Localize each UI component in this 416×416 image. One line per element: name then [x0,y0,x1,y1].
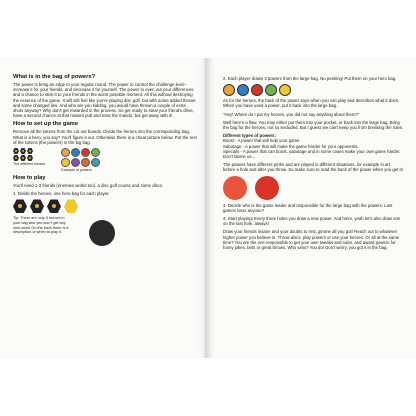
step-4: 4. Start playing! Every three holes you draw a new power. And hmm, yeah let's also draw one on the last hole, always! [223,216,401,227]
how-to-play-paragraph: You'll need 1-3 friends (enemies works too), a disc golf course and some discs. [13,183,164,189]
power-token-icon [81,148,90,157]
power-token-icon [71,148,80,157]
power-front-icon [223,176,247,200]
power-token-icon [71,158,80,167]
power-token-icon [81,158,90,167]
power-token-icon [251,84,263,96]
powers-figure [61,148,105,172]
hero-bag-back-icon [89,220,115,246]
tip-text: Tip: There are only 3 heroes in your bag and you won't get any new ones! On the back there is a description of when to play it. [13,216,69,235]
hero-bag-icon [47,199,61,213]
power-type-boost: Boost - A power that will help your game. [223,138,301,144]
power-type-specials: Specials - A power that can boost, sabotage and in some cases make your own game harder. Don't blame us... [223,148,401,160]
setup-images [13,148,197,172]
drawn-powers [223,84,404,96]
hero-bag-icon [30,199,44,213]
booklet [0,58,416,358]
left-page [0,58,207,358]
power-token-icon [61,158,70,167]
heroes-figure [13,148,45,166]
power-token-icon [223,84,235,96]
step-3: 3. Decide who is the game leader and responsible for the large bag with the powers. Last games loser anyone? [223,202,393,213]
tip-section [13,216,197,246]
hero-token-icon [13,155,19,161]
closing-paragraph: Draw your friends insane and your doubts to rest, gimme all you got! Reach out to whatever higher power you believe in. Throw discs, play powers or use your heroes. Or all at the same time? You are the one responsible to get your own tweaks and rules, and award powers for funny jokes, bets or great throws. Who wins? You do! Don't worry, you got it in the bag. [223,229,400,251]
hero-token-icon [27,148,33,154]
heading-how-to-play: How to play [13,175,46,182]
power-token-icon [91,158,100,167]
hero-token-icon [20,148,26,154]
power-types [223,133,404,159]
heroes-paragraph: As for the heroes, the back of the power says when you can play and describes what it does. When you have used a power, put it back into the large bag. [223,98,400,109]
power-token-icon [91,148,100,157]
step-2: 2. Each player draws 3 powers from the large bag. No peeking! Put them on your hero bag. [223,76,397,81]
quote-paragraph: "Hey! Where do I put my heroes, you did not say anything about them?" [223,111,360,117]
hero-hexes [13,148,35,161]
step-1: 1. Divide the heroes, one hero bag for each player. [13,191,110,197]
power-type-sabotage: Sabotage - A power that will make the game harder for your opponents. [223,143,359,149]
power-token-icon [265,84,277,96]
heading-setup: How to set up the game [13,121,79,128]
power-tokens [61,148,105,167]
perks-paragraph: The powers have different perks and are played in different situations, for example in art, before a hole and after you throw. So make sure to read the back of the power when you get it! [223,162,403,173]
power-token-icon [237,84,249,96]
flaw-paragraph: Well here's a flaw. You may either put them into your pocket, or back into the large bag. Bring the bag for the heroes, not so secluded. But I guess we can't keep you from breaking the rules. [223,119,404,131]
intro-paragraph: The power is bring an edge to your regular round. The power to control the challenge level - increase it for your friends, and decrease it for yourself. The power to even out your differences and a chance to stick it to your friends in the worst possible moment. All this without destroying the essence of the game. It will still feel like you're playing disc golf, but with some added throws and some changed lies. And who are you kidding, you would have thrown a couple of extra shots anyway? Why don't get rewarded in the process. So get ready to steal your friend's drive, have a second chance at that missed putt and miss the mando, but get away with it! [13,82,196,119]
power-token-icon [279,84,291,96]
hero-bag-images [13,199,197,213]
power-card-images [223,176,404,200]
hero-bag-yellow-icon [64,199,78,213]
powers-caption: Example of powers [61,168,92,173]
heroes-caption: The different heroes [13,162,46,167]
setup-paragraph: Remove all the tokens from the cut out boards. Divide the heroes into the corresponding bag. What is a hero, you say? You'll figure it out. Otherwise there is a cheat picture below. Put the rest of the tokens (the powers) in the big bag. [13,129,197,145]
power-types-heading: Different types of powers: [223,133,277,139]
hero-token-icon [20,155,26,161]
heading-bag-of-powers: What is in the bag of powers? [13,74,96,80]
right-content [223,76,404,253]
power-token-icon [61,148,70,157]
left-content [13,74,197,249]
hero-token-icon [13,148,19,154]
hero-bag-icon [13,199,27,213]
power-back-icon [255,176,279,200]
right-page [207,58,416,358]
hero-token-icon [27,155,33,161]
